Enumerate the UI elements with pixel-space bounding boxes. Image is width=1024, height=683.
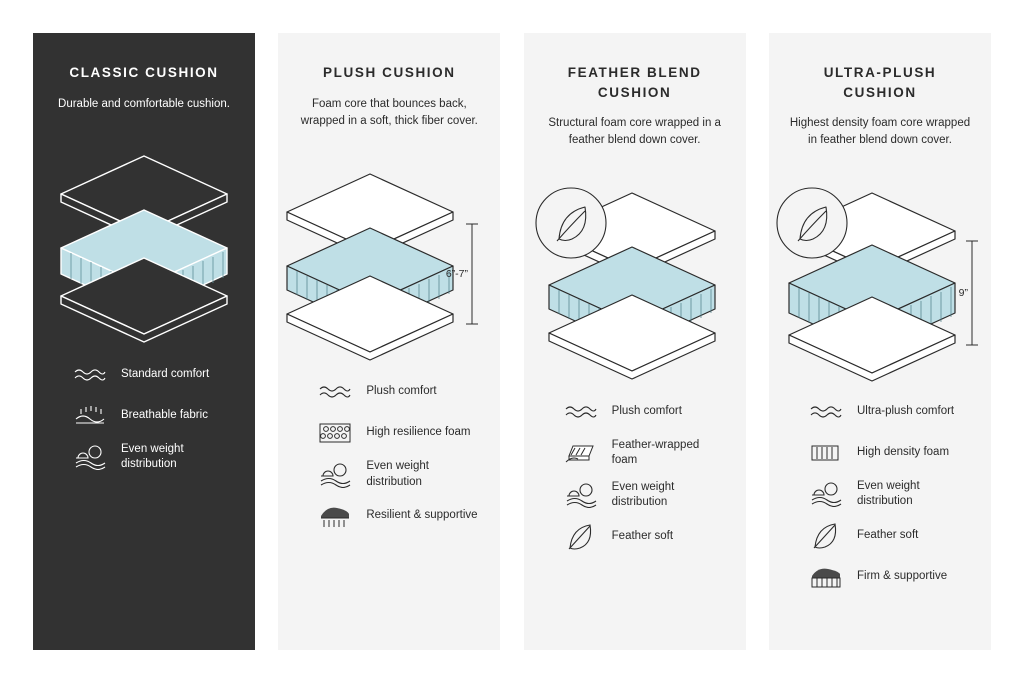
card-title: PLUSH CUSHION bbox=[323, 65, 456, 80]
feature-label: Feather soft bbox=[611, 529, 674, 542]
card-description: Highest density foam core wrapped in feather blend down cover. bbox=[789, 117, 971, 147]
feather-icon bbox=[562, 522, 600, 552]
list-item bbox=[562, 480, 728, 511]
list-item bbox=[562, 397, 728, 427]
list-item bbox=[807, 521, 973, 551]
card-classic-cushion bbox=[33, 33, 255, 650]
feature-label: Breathable fabric bbox=[121, 409, 208, 422]
feature-label: Even weight distribution bbox=[611, 480, 675, 509]
firm-support-icon bbox=[807, 562, 845, 592]
feature-label: Plush comfort bbox=[366, 385, 437, 398]
list-item bbox=[562, 522, 728, 552]
feature-label: Ultra-plush comfort bbox=[856, 404, 955, 417]
list-item bbox=[562, 438, 728, 469]
feature-label: Even weight distribution bbox=[856, 479, 920, 508]
feature-label: Feather-wrapped foam bbox=[611, 438, 700, 467]
feature-list bbox=[787, 397, 973, 592]
feature-label: Plush comfort bbox=[611, 404, 682, 417]
feature-list bbox=[296, 377, 482, 531]
card-feather-blend-cushion bbox=[524, 33, 746, 650]
cushion-illustration-feather-blend bbox=[542, 168, 728, 383]
cushion-illustration-classic bbox=[51, 131, 237, 346]
feature-label: Feather soft bbox=[856, 528, 919, 541]
even-weight-icon bbox=[316, 460, 354, 490]
list-item bbox=[71, 401, 237, 431]
card-title: FEATHER BLEND CUSHION bbox=[567, 65, 702, 100]
wave-lines-icon bbox=[562, 397, 600, 427]
wave-lines-icon bbox=[807, 397, 845, 427]
list-item bbox=[807, 438, 973, 468]
list-item bbox=[316, 377, 482, 407]
list-item bbox=[807, 479, 973, 510]
list-item bbox=[807, 562, 973, 592]
list-item bbox=[71, 442, 237, 473]
list-item bbox=[316, 418, 482, 448]
honeycomb-foam-icon bbox=[316, 418, 354, 448]
even-weight-icon bbox=[71, 442, 109, 472]
wave-lines-icon bbox=[316, 377, 354, 407]
card-plush-cushion bbox=[278, 33, 500, 650]
feature-label: Standard comfort bbox=[121, 368, 210, 381]
feather-wrapped-foam-icon bbox=[562, 438, 600, 468]
card-title: ULTRA-PLUSH CUSHION bbox=[823, 65, 937, 100]
card-description: Foam core that bounces back, wrapped in a soft, thick fiber cover. bbox=[300, 97, 478, 127]
density-foam-icon bbox=[807, 438, 845, 468]
list-item bbox=[71, 360, 237, 390]
dimension-label: 9” bbox=[959, 287, 969, 300]
feature-list bbox=[542, 397, 728, 552]
list-item bbox=[316, 501, 482, 531]
resilient-support-icon bbox=[316, 501, 354, 531]
breathable-fabric-icon bbox=[71, 401, 109, 431]
list-item bbox=[316, 459, 482, 490]
feature-label: High density foam bbox=[856, 445, 950, 458]
feature-label: Firm & supportive bbox=[856, 569, 948, 582]
list-item bbox=[807, 397, 973, 427]
wave-lines-icon bbox=[71, 360, 109, 390]
card-description: Durable and comfortable cushion. bbox=[58, 97, 230, 110]
feature-label: Even weight distribution bbox=[121, 442, 184, 471]
feature-label: High resilience foam bbox=[366, 426, 471, 439]
feature-label: Even weight distribution bbox=[366, 460, 429, 488]
feature-label: Resilient & supportive bbox=[366, 509, 478, 522]
card-ultra-plush-cushion bbox=[769, 33, 991, 650]
card-description: Structural foam core wrapped in a feather blend down cover. bbox=[548, 117, 721, 147]
even-weight-icon bbox=[807, 479, 845, 509]
cushion-illustration-plush bbox=[296, 148, 482, 363]
feature-list bbox=[51, 360, 237, 473]
card-title: CLASSIC CUSHION bbox=[69, 65, 219, 80]
even-weight-icon bbox=[562, 480, 600, 510]
feather-icon bbox=[807, 521, 845, 551]
cushion-illustration-ultra-plush bbox=[787, 168, 973, 383]
dimension-label: 6”-7” bbox=[445, 267, 468, 280]
